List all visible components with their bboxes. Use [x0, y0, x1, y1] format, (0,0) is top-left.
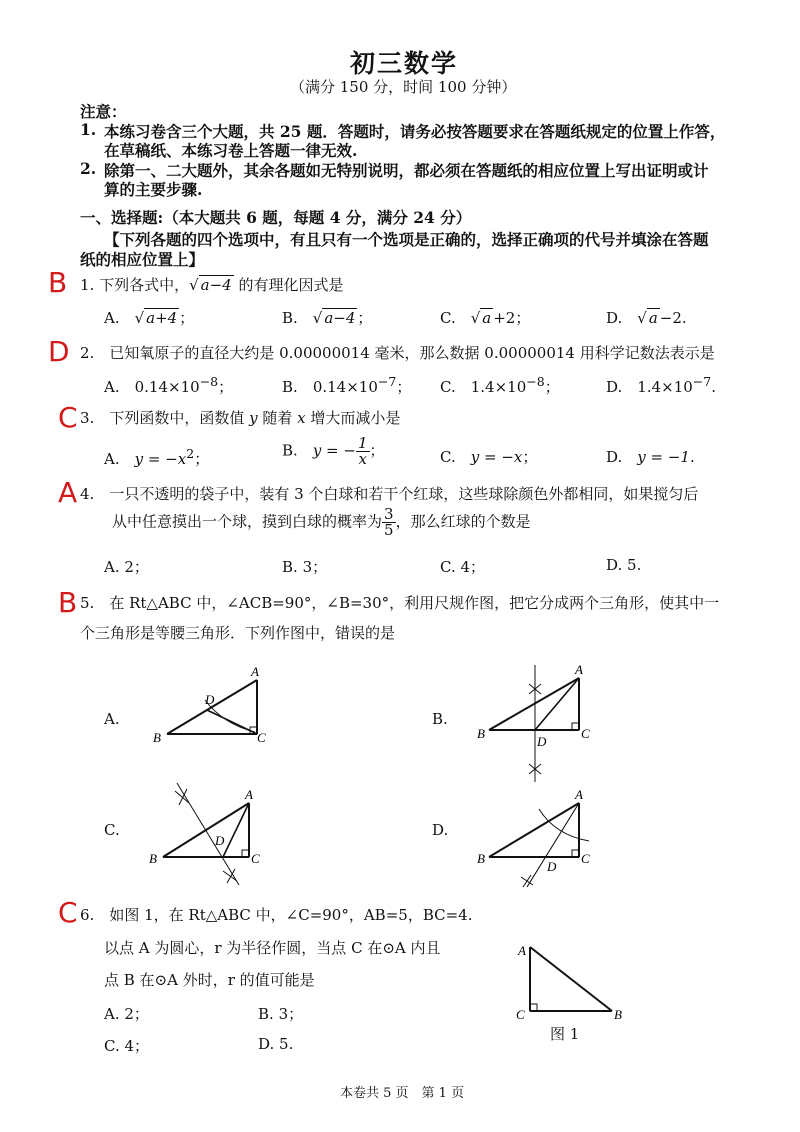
q1-option-d: D. √ a −2. — [606, 309, 687, 327]
q3-stem: 3. 下列函数中，函数值 y 随着 x 增大而减小是 — [80, 409, 401, 427]
q3-option-b: B. y = − $\frac{1}{x}$ ； — [282, 434, 385, 468]
point-label-c: C — [251, 851, 260, 866]
notice-label: 注意： — [80, 102, 127, 121]
q5-figure-b — [475, 660, 605, 790]
point-label-b: B — [477, 851, 485, 866]
q5-option-c-label: C. — [104, 821, 120, 839]
q3-option-a: A. $y = -x^2$； — [104, 446, 210, 468]
point-label-c: C — [581, 726, 590, 741]
handwritten-answer-4: A — [58, 476, 78, 509]
point-label-c: C — [516, 1007, 525, 1022]
q6-stem-line1: 6. 如图 1，在 Rt△ABC 中，∠C=90°，AB=5，BC=4. — [80, 906, 473, 924]
handwritten-answer-5: B — [58, 586, 78, 619]
handwritten-answer-2: D — [48, 335, 70, 368]
section-instruction-1: 【下列各题的四个选项中，有且只有一个选项是正确的，选择正确项的代号并填涂在答题 — [104, 230, 709, 249]
q4-option-d: D. 5. — [606, 556, 642, 574]
point-label-d: D — [547, 859, 557, 874]
notice-2-line2: 算的主要步骤. — [104, 180, 203, 199]
q2-option-a: A. $0.14\times 10^{-8}$； — [104, 374, 234, 396]
q6-stem-line3: 点 B 在⊙A 外时，r 的值可能是 — [104, 971, 315, 989]
q1-option-b: B. √ a−4 ； — [282, 309, 373, 327]
q1-stem: 1. 下列各式中，√ a−4 的有理化因式是 — [80, 276, 344, 294]
point-label-c: C — [581, 851, 590, 866]
handwritten-answer-3: C — [58, 401, 78, 434]
section-instruction-2: 纸的相应位置上】 — [80, 250, 205, 269]
q5-figure-c — [145, 775, 280, 890]
notice-1-num: 1. — [80, 120, 97, 139]
point-label-c: C — [257, 730, 266, 745]
point-label-a: A — [251, 664, 259, 679]
q3-option-d: D. y = −1. — [606, 448, 695, 466]
point-label-a: A — [575, 787, 583, 802]
q5-figure-d — [475, 775, 605, 895]
handwritten-answer-6: C — [58, 896, 78, 929]
page-title: 初三数学 — [350, 49, 459, 78]
point-label-d: D — [205, 692, 215, 707]
q3-option-c: C. y = −x； — [440, 448, 538, 466]
figure-caption: 图 1 — [550, 1025, 580, 1043]
q6-figure-1 — [510, 935, 630, 1030]
q2-stem: 2. 已知氧原子的直径大约是 0.00000014 毫米，那么数据 0.00000014 用科学记数法表示是 — [80, 344, 715, 362]
handwritten-answer-1: B — [48, 266, 68, 299]
q5-option-d-label: D. — [432, 821, 449, 839]
q6-option-c: C. 4； — [104, 1037, 150, 1055]
q6-option-a: A. 2； — [104, 1005, 149, 1023]
point-label-d: D — [537, 734, 547, 749]
q5-stem-line2: 个三角形是等腰三角形．下列作图中，错误的是 — [80, 624, 396, 642]
notice-2-line1: 除第一、二大题外，其余各题如无特别说明，都必须在答题纸的相应位置上写出证明或计 — [104, 161, 709, 180]
q4-stem-line2: 从中任意摸出一个球，摸到白球的概率为 $\frac{3}{5}$ ，那么红球的个数是 — [112, 505, 531, 539]
point-label-b: B — [614, 1007, 622, 1022]
page-footer: 本卷共 5 页 第 1 页 — [340, 1086, 465, 1101]
q2-option-d: D. $1.4\times 10^{-7}$. — [606, 374, 717, 396]
point-label-b: B — [477, 726, 485, 741]
point-label-a: A — [245, 787, 253, 802]
q1-option-c: C. √ a +2； — [440, 309, 531, 327]
notice-2-num: 2. — [80, 159, 97, 178]
q2-option-c: C. $1.4\times 10^{-8}$； — [440, 374, 560, 396]
point-label-b: B — [149, 851, 157, 866]
point-label-d: D — [215, 833, 225, 848]
point-label-a: A — [575, 662, 583, 677]
q1-option-a: A. √ a+4 ； — [104, 309, 195, 327]
point-label-a: A — [518, 943, 526, 958]
notice-1-line2: 在草稿纸、本练习卷上答题一律无效. — [104, 141, 358, 160]
q6-stem-line2: 以点 A 为圆心，r 为半径作圆，当点 C 在⊙A 内且 — [104, 939, 441, 957]
q5-option-a-label: A. — [104, 710, 120, 728]
q4-stem-line1: 4. 一只不透明的袋子中，装有 3 个白球和若干个红球，这些球除颜色外都相同，如果搅匀后 — [80, 485, 699, 503]
q6-option-b: B. 3； — [258, 1005, 304, 1023]
notice-1-line1: 本练习卷含三个大题，共 25 题．答题时，请务必按答题要求在答题纸规定的位置上作答， — [104, 122, 726, 141]
q5-figure-a — [145, 660, 280, 750]
q5-option-b-label: B. — [432, 710, 448, 728]
section-heading: 一、选择题:（本大题共 6 题，每题 4 分，满分 24 分） — [80, 208, 472, 227]
q4-option-c: C. 4； — [440, 558, 486, 576]
q4-option-b: B. 3； — [282, 558, 328, 576]
q6-option-d: D. 5. — [258, 1035, 294, 1053]
q4-option-a: A. 2； — [104, 558, 149, 576]
q2-option-b: B. $0.14\times 10^{-7}$； — [282, 374, 412, 396]
page-subtitle: （满分 150 分，时间 100 分钟） — [290, 78, 517, 96]
q5-stem-line1: 5. 在 Rt△ABC 中，∠ACB=90°，∠B=30°，利用尺规作图，把它分成两个三角形，使其中一 — [80, 594, 720, 612]
point-label-b: B — [153, 730, 161, 745]
